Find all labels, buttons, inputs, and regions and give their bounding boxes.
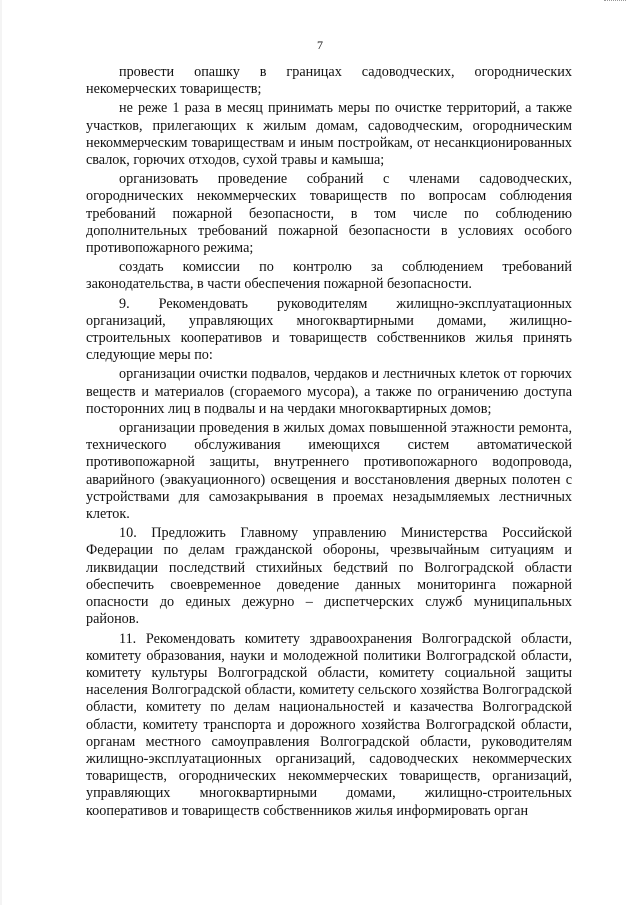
paragraph-cleanup: не реже 1 раза в месяц принимать меры по очистке территорий, а также участков, прилегающих к жилым домам, садоводческим, огородническим некоммерческим товариществам и иным постройкам, от несанкционированных свалок, горючих отходов, сухой травы и камыша; [86, 100, 572, 169]
paragraph-basements: организации очистки подвалов, чердаков и лестничных клеток от горючих веществ и материалов (сгораемого мусора), а также по ограничению доступа посторонних лиц в подвалы и на чердаки многоквартирных домов; [86, 366, 572, 417]
scan-edge [0, 0, 2, 905]
body-text [86, 64, 572, 822]
paragraph-item-10: 10. Предложить Главному управлению Министерства Российской Федерации по делам гражданской обороны, чрезвычайным ситуациям и ликвидации последствий стихийных бедствий по Волгоградской области обеспечить своевременное доведение данных мониторинга пожарной опасности до единых дежурно – диспетчерских служб муниципальных районов. [86, 525, 572, 628]
paragraph-high-rise: организации проведения в жилых домах повышенной этажности ремонта, технического обслуживания имеющихся систем автоматической противопожарной защиты, внутреннего противопожарного водопровода, аварийного (эвакуационного) освещения и восстановления дверных полотен с устройствами для самозакрывания в проемах незадымляемых лестничных клеток. [86, 420, 572, 523]
paragraph-item-11: 11. Рекомендовать комитету здравоохранения Волгоградской области, комитету образования, науки и молодежной политики Волгоградской области, комитету культуры Волгоградской области, комитету социальной защиты населения Волгоградской области, комитету сельского хозяйства Волгоградской области, комитету по делам национальностей и казачества Волгоградской области, комитету транспорта и дорожного хозяйства Волгоградской области, органам местного самоуправления Волгоградской области, руководителям жилищно-эксплуатационных организаций, садоводческих некоммерческих товариществ, огороднических некоммерческих товариществ, организаций, управляющих многоквартирными домами, жилищно-строительных кооперативов и товариществ собственников жилья информировать орган [86, 630, 572, 819]
scan-mark [604, 0, 626, 2]
page-number: 7 [317, 38, 323, 52]
paragraph-plowing: провести опашку в границах садоводческих, огороднических некомерческих товариществ; [86, 64, 572, 98]
paragraph-item-9: 9. Рекомендовать руководителям жилищно-эксплуатационных организаций, управляющих многоквартирными домами, жилищно-строительных кооперативов и товариществ собственников жилья принять следующие меры по: [86, 295, 572, 364]
paragraph-meetings: организовать проведение собраний с членами садоводческих, огороднических некоммерческих товариществ по вопросам соблюдения требований пожарной безопасности, в том числе по соблюдению дополнительных требований пожарной безопасности в условиях особого противопожарного режима; [86, 171, 572, 257]
paragraph-commissions: создать комиссии по контролю за соблюдением требований законодательства, в части обеспечения пожарной безопасности. [86, 259, 572, 293]
